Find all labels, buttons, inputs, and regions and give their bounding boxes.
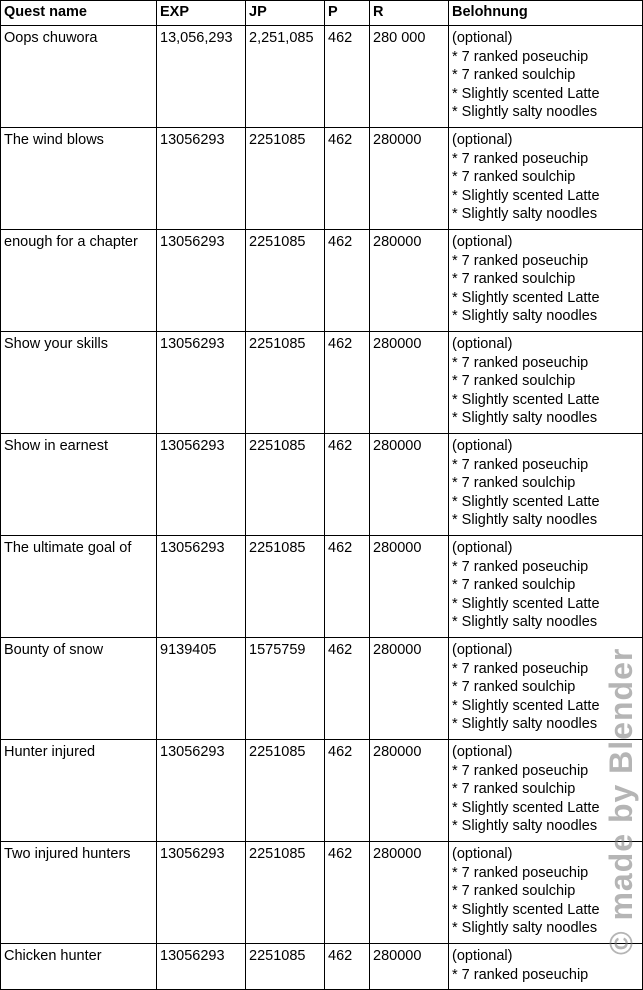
exp-cell: 13056293 xyxy=(157,536,246,638)
p-cell: 462 xyxy=(325,128,370,230)
r-cell: 280000 xyxy=(370,230,449,332)
reward-line: * Slightly scented Latte xyxy=(452,799,600,816)
header-r: R xyxy=(370,1,449,26)
table-row xyxy=(1,230,643,332)
quest-rows xyxy=(1,26,643,990)
p-cell: 462 xyxy=(325,332,370,434)
table-row xyxy=(1,434,643,536)
reward-line: * Slightly salty noodles xyxy=(452,920,598,937)
quest-name-cell: Two injured hunters xyxy=(1,842,157,944)
quest-name-cell: Bounty of snow xyxy=(1,638,157,740)
table-row xyxy=(1,740,643,842)
reward-line: * Slightly salty noodles xyxy=(452,818,598,835)
reward-line: * 7 ranked soulchip xyxy=(452,577,576,594)
header-p: P xyxy=(325,1,370,26)
quest-name-cell: The ultimate goal of xyxy=(1,536,157,638)
reward-line: * 7 ranked soulchip xyxy=(452,271,576,288)
p-cell: 462 xyxy=(325,740,370,842)
jp-cell: 2251085 xyxy=(246,230,325,332)
reward-line: * 7 ranked soulchip xyxy=(452,475,576,492)
jp-cell: 2251085 xyxy=(246,128,325,230)
reward-line: (optional) xyxy=(452,540,513,556)
reward-line: (optional) xyxy=(452,744,513,760)
reward-line: * Slightly scented Latte xyxy=(452,85,600,102)
reward-cell xyxy=(449,230,643,332)
reward-cell xyxy=(449,434,643,536)
quest-name-cell: enough for a chapter xyxy=(1,230,157,332)
table-row xyxy=(1,128,643,230)
reward-line: * Slightly salty noodles xyxy=(452,614,598,631)
header-jp: JP xyxy=(246,1,325,26)
reward-line: (optional) xyxy=(452,132,513,148)
reward-line: * 7 ranked soulchip xyxy=(452,883,576,900)
reward-line: * Slightly scented Latte xyxy=(452,187,600,204)
r-cell: 280 000 xyxy=(370,26,449,128)
r-cell: 280000 xyxy=(370,332,449,434)
reward-line: * 7 ranked poseuchip xyxy=(452,558,589,575)
reward-line: (optional) xyxy=(452,234,513,250)
quest-name-cell: Hunter injured xyxy=(1,740,157,842)
quest-name-cell: The wind blows xyxy=(1,128,157,230)
exp-cell: 13,056,293 xyxy=(157,26,246,128)
reward-line: * 7 ranked soulchip xyxy=(452,781,576,798)
reward-line: * 7 ranked poseuchip xyxy=(452,150,589,167)
reward-cell xyxy=(449,842,643,944)
table-row xyxy=(1,944,643,990)
reward-line: * 7 ranked poseuchip xyxy=(452,864,589,881)
reward-line: * Slightly scented Latte xyxy=(452,901,600,918)
reward-line: * 7 ranked soulchip xyxy=(452,67,576,84)
reward-line: * 7 ranked poseuchip xyxy=(452,966,589,983)
reward-line: * 7 ranked poseuchip xyxy=(452,48,589,65)
jp-cell: 2251085 xyxy=(246,944,325,990)
reward-line: (optional) xyxy=(452,336,513,352)
exp-cell: 13056293 xyxy=(157,740,246,842)
reward-cell xyxy=(449,536,643,638)
reward-cell xyxy=(449,638,643,740)
p-cell: 462 xyxy=(325,434,370,536)
exp-cell: 13056293 xyxy=(157,230,246,332)
r-cell: 280000 xyxy=(370,638,449,740)
reward-cell xyxy=(449,944,643,990)
reward-line: * 7 ranked soulchip xyxy=(452,679,576,696)
jp-cell: 2251085 xyxy=(246,842,325,944)
quest-name-cell: Show in earnest xyxy=(1,434,157,536)
reward-cell xyxy=(449,26,643,128)
reward-line: * 7 ranked poseuchip xyxy=(452,252,589,269)
exp-cell: 13056293 xyxy=(157,128,246,230)
table-row xyxy=(1,638,643,740)
table-row xyxy=(1,332,643,434)
r-cell: 280000 xyxy=(370,842,449,944)
reward-line: * Slightly salty noodles xyxy=(452,104,598,121)
jp-cell: 2,251,085 xyxy=(246,26,325,128)
r-cell: 280000 xyxy=(370,536,449,638)
exp-cell: 9139405 xyxy=(157,638,246,740)
jp-cell: 2251085 xyxy=(246,332,325,434)
reward-cell xyxy=(449,128,643,230)
p-cell: 462 xyxy=(325,944,370,990)
reward-line: (optional) xyxy=(452,438,513,454)
reward-line: * Slightly scented Latte xyxy=(452,391,600,408)
reward-line: (optional) xyxy=(452,30,513,46)
reward-cell xyxy=(449,332,643,434)
jp-cell: 2251085 xyxy=(246,434,325,536)
reward-cell xyxy=(449,740,643,842)
exp-cell: 13056293 xyxy=(157,434,246,536)
quest-name-cell: Show your skills xyxy=(1,332,157,434)
reward-line: (optional) xyxy=(452,642,513,658)
exp-cell: 13056293 xyxy=(157,944,246,990)
quest-name-cell: Oops chuwora xyxy=(1,26,157,128)
reward-line: * Slightly salty noodles xyxy=(452,716,598,733)
reward-line: * 7 ranked poseuchip xyxy=(452,660,589,677)
p-cell: 462 xyxy=(325,230,370,332)
watermark: © made by Blender xyxy=(603,647,639,955)
reward-line: * 7 ranked soulchip xyxy=(452,169,576,186)
table-row xyxy=(1,26,643,128)
reward-line: * 7 ranked poseuchip xyxy=(452,354,589,371)
jp-cell: 1575759 xyxy=(246,638,325,740)
reward-line: * Slightly salty noodles xyxy=(452,512,598,529)
p-cell: 462 xyxy=(325,638,370,740)
jp-cell: 2251085 xyxy=(246,536,325,638)
reward-line: * Slightly scented Latte xyxy=(452,595,600,612)
r-cell: 280000 xyxy=(370,434,449,536)
p-cell: 462 xyxy=(325,26,370,128)
p-cell: 462 xyxy=(325,842,370,944)
exp-cell: 13056293 xyxy=(157,842,246,944)
r-cell: 280000 xyxy=(370,128,449,230)
p-cell: 462 xyxy=(325,536,370,638)
reward-line: * Slightly salty noodles xyxy=(452,410,598,427)
reward-line: * Slightly scented Latte xyxy=(452,289,600,306)
table-row xyxy=(1,536,643,638)
jp-cell: 2251085 xyxy=(246,740,325,842)
r-cell: 280000 xyxy=(370,740,449,842)
reward-line: * 7 ranked soulchip xyxy=(452,373,576,390)
exp-cell: 13056293 xyxy=(157,332,246,434)
reward-line: (optional) xyxy=(452,948,513,964)
header-quest-name: Quest name xyxy=(1,1,157,26)
quest-name-cell: Chicken hunter xyxy=(1,944,157,990)
reward-line: * Slightly scented Latte xyxy=(452,697,600,714)
reward-line: * 7 ranked poseuchip xyxy=(452,762,589,779)
reward-line: * Slightly salty noodles xyxy=(452,206,598,223)
reward-line: * Slightly salty noodles xyxy=(452,308,598,325)
r-cell: 280000 xyxy=(370,944,449,990)
table-row xyxy=(1,842,643,944)
header-exp: EXP xyxy=(157,1,246,26)
reward-line: (optional) xyxy=(452,846,513,862)
reward-line: * 7 ranked poseuchip xyxy=(452,456,589,473)
header-row xyxy=(1,1,643,26)
reward-line: * Slightly scented Latte xyxy=(452,493,600,510)
header-belohnung: Belohnung xyxy=(449,1,643,26)
